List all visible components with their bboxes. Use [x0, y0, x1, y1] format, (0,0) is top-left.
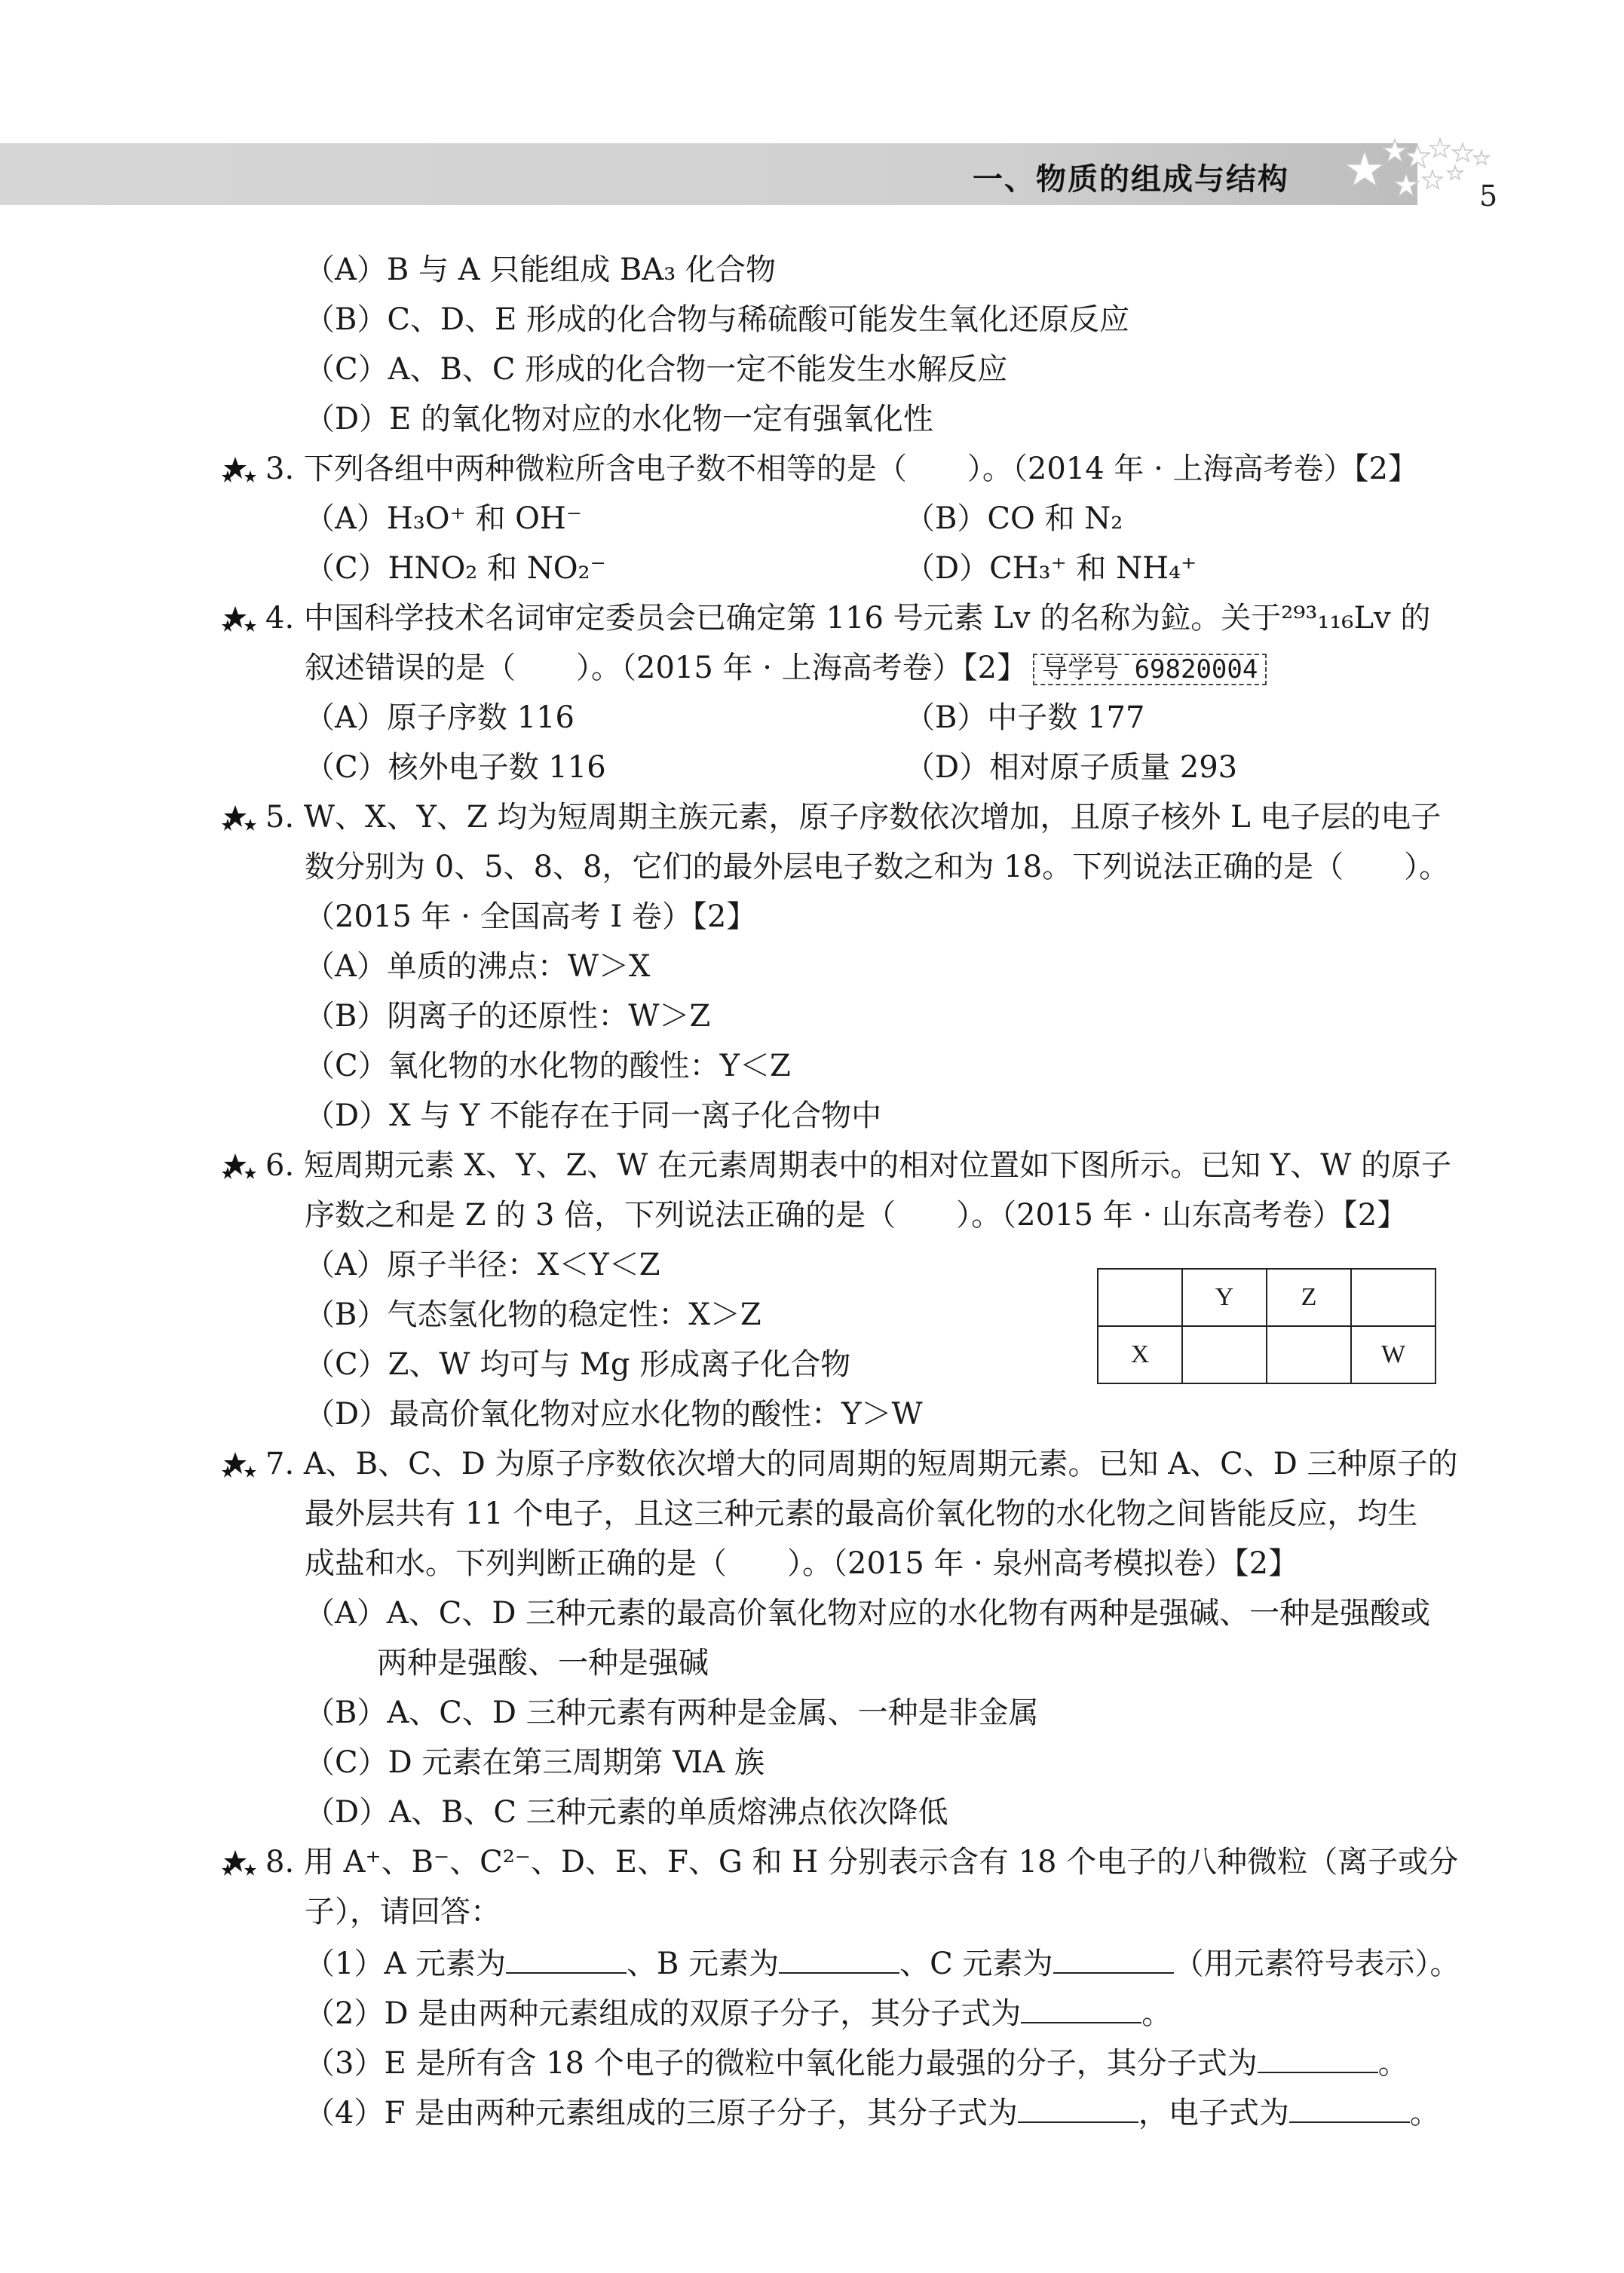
q8-part1 — [305, 1947, 1460, 1979]
q5-stem-line1: 5. W、X、Y、Z 均为短周期主族元素，原子序数依次增加，且原子核外 L 电子层的电子 — [265, 800, 1442, 835]
q6-option-d: （D）最高价氧化物对应水化物的酸性：Y＞W — [305, 1397, 923, 1432]
table-cell: W — [1351, 1326, 1436, 1383]
q2-option-c: （C）A、B、C 形成的化合物一定不能发生水解反应 — [305, 352, 1008, 387]
guide-number-box: 导学号 69820004 — [1033, 654, 1267, 685]
table-cell: Z — [1267, 1269, 1351, 1326]
q8-stem-line2: 子），请回答： — [305, 1895, 501, 1929]
q4-option-c: （C）核外电子数 116 — [305, 750, 606, 785]
page-number: 5 — [1479, 179, 1498, 213]
q7-stem-line3: 成盐和水。下列判断正确的是（ ）。（2015 年 · 泉州高考模拟卷）【2】 — [305, 1546, 1299, 1581]
q2-option-d: （D）E 的氧化物对应的水化物一定有强氧化性 — [305, 402, 933, 437]
q8-part4-text-a: （4）F 是由两种元素组成的三原子分子，其分子式为 — [305, 2096, 1018, 2131]
q5-stem-line2: 数分别为 0、5、8、8，它们的最外层电子数之和为 18。下列说法正确的是（ ）。 — [305, 850, 1450, 884]
answer-blank[interactable] — [1021, 1996, 1141, 2023]
q8-part1-text-c: 、C 元素为 — [899, 1947, 1053, 1981]
answer-blank[interactable] — [1018, 2096, 1138, 2123]
table-cell — [1267, 1326, 1351, 1383]
difficulty-stars-icon — [220, 1150, 268, 1181]
q8-part3-text-a: （3）E 是所有含 18 个电子的微粒中氧化能力最强的分子，其分子式为 — [305, 2046, 1258, 2081]
table-cell: Y — [1182, 1269, 1267, 1326]
section-title: 一、物质的组成与结构 — [973, 162, 1289, 197]
answer-blank[interactable] — [779, 1947, 899, 1974]
table-cell — [1098, 1269, 1182, 1326]
q6-option-b: （B）气态氢化物的稳定性：X＞Z — [305, 1297, 761, 1332]
q5-option-b: （B）阴离子的还原性：W＞Z — [305, 999, 711, 1034]
q5-stem-line3: （2015 年 · 全国高考 Ⅰ 卷）【2】 — [305, 899, 757, 934]
difficulty-stars-icon — [220, 802, 268, 832]
q7-option-c: （C）D 元素在第三周期第 ⅥA 族 — [305, 1745, 765, 1780]
q8-part4-text-b: ，电子式为 — [1138, 2096, 1289, 2131]
q6-option-a: （A）原子半径：X＜Y＜Z — [305, 1248, 660, 1282]
q8-part1-text-d: （用元素符号表示）。 — [1173, 1947, 1460, 1981]
q4-stem-line2 — [305, 653, 1267, 685]
stars-decoration-icon — [1342, 136, 1493, 211]
q8-part2 — [305, 1996, 1172, 2029]
difficulty-stars-icon — [220, 454, 268, 484]
q3-option-a: （A）H₃O⁺ 和 OH⁻ — [305, 501, 582, 536]
q5-option-d: （D）X 与 Y 不能存在于同一离子化合物中 — [305, 1098, 882, 1133]
answer-blank[interactable] — [1053, 1947, 1174, 1974]
q7-option-b: （B）A、C、D 三种元素有两种是金属、一种是非金属 — [305, 1696, 1039, 1730]
q5-option-c: （C）氧化物的水化物的酸性：Y＜Z — [305, 1049, 791, 1083]
q4-option-a: （A）原子序数 116 — [305, 700, 575, 735]
answer-blank[interactable] — [1289, 2096, 1410, 2123]
q4-option-d: （D）相对原子质量 293 — [905, 750, 1238, 785]
difficulty-stars-icon — [220, 1847, 268, 1877]
q3-option-d: （D）CH₃⁺ 和 NH₄⁺ — [905, 551, 1197, 586]
periodic-table-excerpt — [1097, 1268, 1436, 1384]
q6-stem-line1: 6. 短周期元素 X、Y、Z、W 在元素周期表中的相对位置如下图所示。已知 Y、W 的原子 — [265, 1148, 1452, 1183]
q2-option-a: （A）B 与 A 只能组成 BA₃ 化合物 — [305, 253, 777, 287]
q8-part4 — [305, 2096, 1440, 2131]
answer-blank[interactable] — [1258, 2046, 1378, 2073]
q4-option-b: （B）中子数 177 — [905, 700, 1145, 735]
table-row — [1098, 1326, 1436, 1383]
q5-option-a: （A）单质的沸点：W＞X — [305, 949, 651, 984]
q8-part2-text-b: 。 — [1141, 1996, 1172, 2031]
table-row — [1098, 1269, 1436, 1326]
q8-part1-text-a: （1）A 元素为 — [305, 1947, 507, 1981]
difficulty-stars-icon — [220, 603, 268, 633]
answer-blank[interactable] — [506, 1947, 627, 1974]
q7-option-a-line1: （A）A、C、D 三种元素的最高价氧化物对应的水化物有两种是强碱、一种是强酸或 — [305, 1596, 1431, 1631]
q8-stem-line1: 8. 用 A⁺、B⁻、C²⁻、D、E、F、G 和 H 分别表示含有 18 个电子的八种微粒（离子或分 — [265, 1845, 1459, 1879]
q7-stem-line1: 7. A、B、C、D 为原子序数依次增大的同周期的短周期元素。已知 A、C、D 三种原子的 — [265, 1447, 1458, 1481]
q4-stem-line1: 4. 中国科学技术名词审定委员会已确定第 116 号元素 Lv 的名称为鉝。关于²⁹³₁₁₆Lv 的 — [265, 601, 1431, 636]
q2-option-b: （B）C、D、E 形成的化合物与稀硫酸可能发生氧化还原反应 — [305, 302, 1129, 337]
q8-part4-text-c: 。 — [1409, 2096, 1440, 2131]
table-cell — [1351, 1269, 1436, 1326]
q8-part3-text-b: 。 — [1377, 2046, 1408, 2081]
q3-option-c: （C）HNO₂ 和 NO₂⁻ — [305, 551, 606, 586]
q8-part2-text-a: （2）D 是由两种元素组成的双原子分子，其分子式为 — [305, 1996, 1022, 2031]
q4-stem-text: 叙述错误的是（ ）。（2015 年 · 上海高考卷）【2】 — [305, 651, 1028, 685]
q6-stem-line2: 序数之和是 Z 的 3 倍，下列说法正确的是（ ）。（2015 年 · 山东高考卷）【2】 — [305, 1198, 1408, 1233]
q8-part1-text-b: 、B 元素为 — [627, 1947, 780, 1981]
q6-option-c: （C）Z、W 均可与 Mg 形成离子化合物 — [305, 1347, 851, 1382]
q8-part3 — [305, 2046, 1408, 2081]
q3-option-b: （B）CO 和 N₂ — [905, 501, 1123, 536]
q7-option-d: （D）A、B、C 三种元素的单质熔沸点依次降低 — [305, 1795, 948, 1830]
q7-option-a-line2: 两种是强酸、一种是强碱 — [377, 1646, 709, 1680]
difficulty-stars-icon — [220, 1449, 268, 1479]
table-cell: X — [1098, 1326, 1182, 1383]
table-cell — [1182, 1326, 1267, 1383]
q7-stem-line2: 最外层共有 11 个电子，且这三种元素的最高价氧化物的水化物之间皆能反应，均生 — [305, 1496, 1418, 1531]
q3-stem: 3. 下列各组中两种微粒所含电子数不相等的是（ ）。（2014 年 · 上海高考卷）【2】 — [265, 452, 1418, 486]
